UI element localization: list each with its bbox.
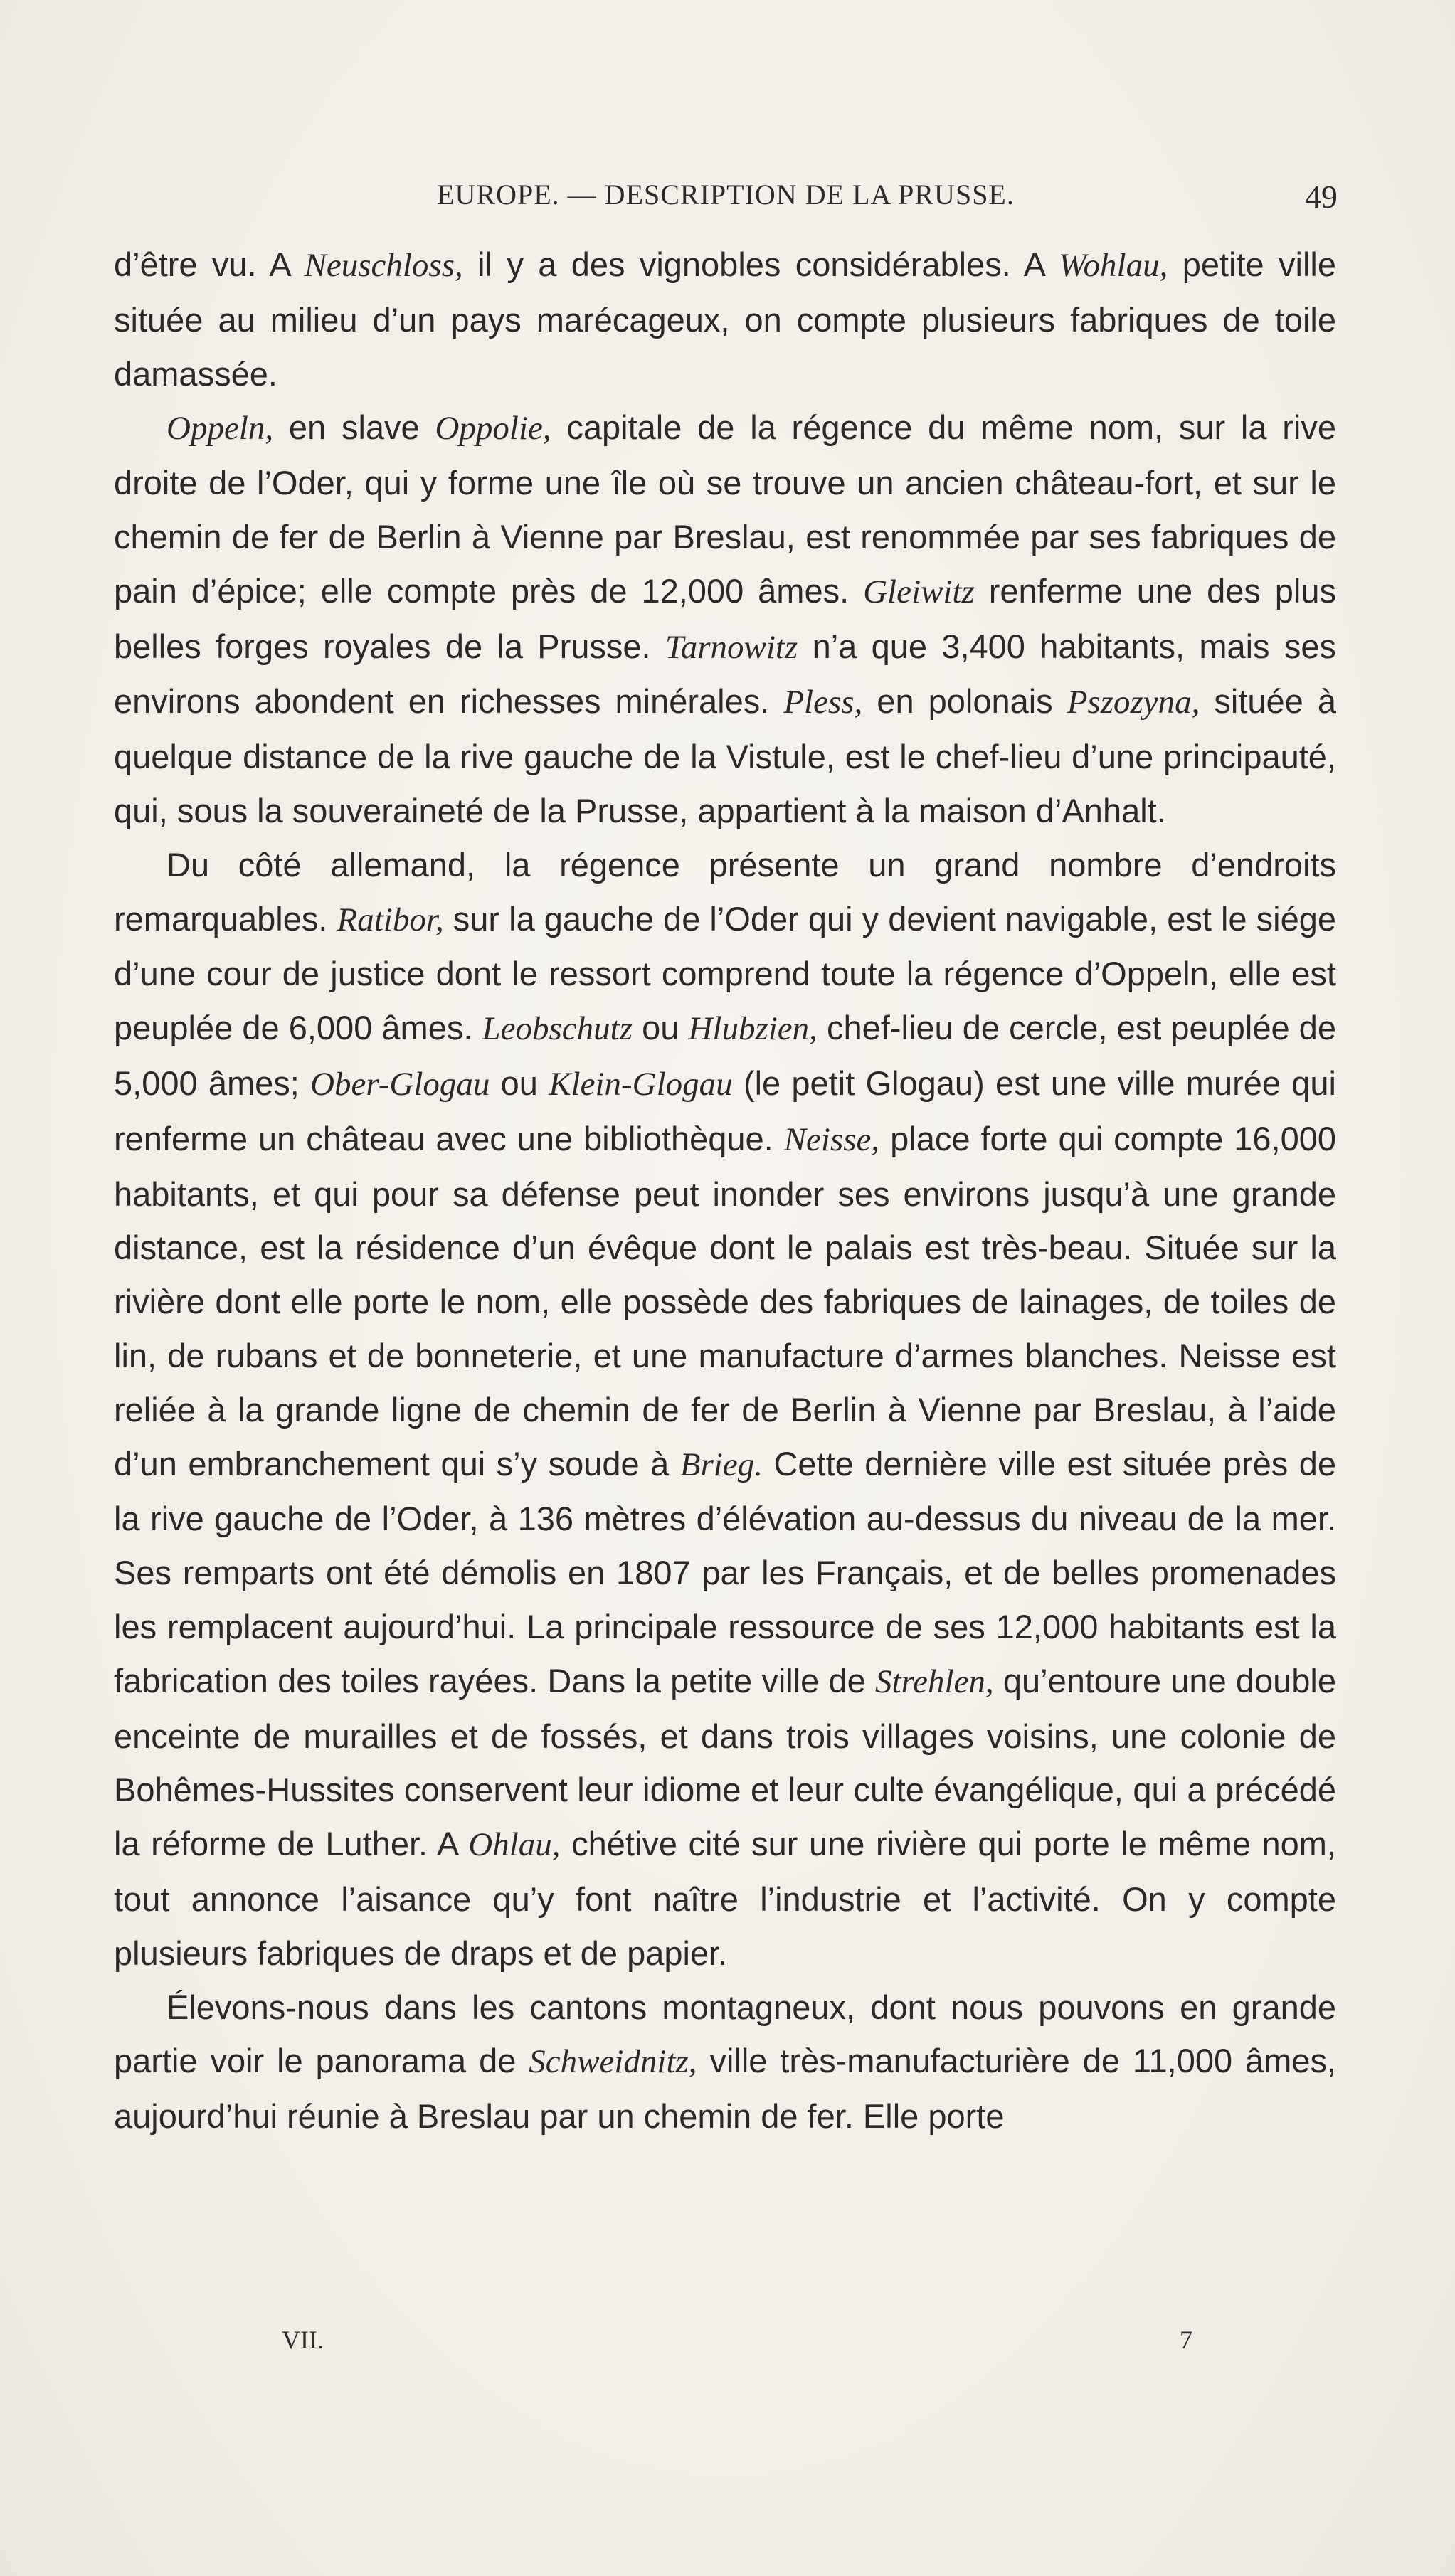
running-head: EUROPE. — DESCRIPTION DE LA PRUSSE. bbox=[437, 179, 1015, 211]
place-name: Oppolie, bbox=[435, 410, 551, 447]
place-name: Pszozyna, bbox=[1067, 684, 1200, 721]
text-run: petite ville située au milieu d’un pays marécageux, on compte plusieurs fabriques de toile damassée. bbox=[114, 245, 1337, 393]
text-run: située à quelque distance de la rive gauche de la Vistule, est le chef-lieu d’une principauté, qui, sous la souveraineté de la Prusse, appartient à la maison d’Anhalt. bbox=[114, 682, 1336, 829]
text-run: n’a que 3,400 habitants, mais ses environs abondent en richesses minérales. bbox=[114, 627, 1336, 721]
text-run: capitale de la régence du même nom, sur la rive droite de l’Oder, qui y forme une île où se trouve un ancien château-fort, et sur le chemin de fer de Berlin à Vienne par Breslau, est renommée par ses fabriques de pain d’épice; elle compte près de 12,000 âmes. bbox=[114, 408, 1336, 610]
text-run: sur la gauche de l’Oder qui y devient navigable, est le siége d’une cour de justice dont le ressort comprend toute la régence d’Oppeln, elle est peuplée de 6,000 âmes. bbox=[114, 899, 1336, 1047]
text-run: place forte qui compte 16,000 habitants, et qui pour sa défense peut inonder ses environs jusqu’à une grande distance, est la résidence d’un évêque dont le palais est très-beau. Située sur la rivière dont elle porte le nom, elle possède des fabriques de lainages, de toiles de lin, de rubans et de bonneterie, et une manufacture d’armes blanches. Neisse est reliée à la grande ligne de chemin de fer de Berlin à Vienne par Breslau, à l’aide d’un embranchement qui s’y soude à bbox=[114, 1119, 1337, 1483]
paragraph bbox=[114, 838, 1336, 1981]
place-name: Oppeln, bbox=[166, 410, 274, 447]
text-run: chef-lieu de cercle, est peuplée de 5,000 âmes; bbox=[114, 1009, 1336, 1102]
place-name: Ohlau, bbox=[468, 1826, 561, 1864]
place-name: Hlubzien, bbox=[688, 1010, 818, 1048]
text-run: renferme une des plus belles forges royales de la Prusse. bbox=[114, 571, 1337, 665]
paragraph bbox=[114, 401, 1336, 837]
text-run: qu’entoure une double enceinte de murailles et de fossés, et dans trois villages voisins, une colonie de Bohêmes-Hussites conservent leur idiome et leur culte évangélique, qui a précédé la réforme de Luther. A bbox=[114, 1661, 1337, 1863]
text-run: Cette dernière ville est située près de la rive gauche de l’Oder, à 136 mètres d’élévation au-dessus du niveau de la mer. Ses remparts ont été démolis en 1807 par les Français, et de belles promenades les remplacent aujourd’hui. La principale ressource de ses 12,000 habitants est la fabrication des toiles rayées. Dans la petite ville de bbox=[114, 1444, 1336, 1700]
place-name: Gleiwitz bbox=[863, 573, 975, 610]
volume-mark: VII. bbox=[282, 2326, 324, 2354]
place-name: Neuschloss, bbox=[304, 247, 463, 284]
page-number: 49 bbox=[1305, 179, 1338, 215]
page-header bbox=[114, 178, 1338, 228]
text-run: Du côté allemand, la régence présente un grand nombre d’endroits remarquables. bbox=[114, 845, 1336, 938]
place-name: Ober-Glogau bbox=[310, 1065, 490, 1103]
place-name: Schweidnitz, bbox=[529, 2043, 697, 2081]
paragraph bbox=[114, 1981, 1336, 2143]
text-run: il y a des vignobles considérables. A bbox=[462, 245, 1059, 283]
text-run: ou bbox=[490, 1064, 549, 1102]
place-name: Strehlen, bbox=[875, 1663, 994, 1700]
place-name: Brieg. bbox=[679, 1446, 763, 1483]
place-name: Leobschutz bbox=[482, 1010, 633, 1048]
text-run: ou bbox=[632, 1009, 689, 1047]
text-run: d’être vu. A bbox=[114, 245, 305, 283]
text-run: en slave bbox=[273, 408, 435, 447]
place-name: Klein-Glogau bbox=[549, 1065, 733, 1103]
place-name: Tarnowitz bbox=[665, 628, 798, 666]
place-name: Pless, bbox=[783, 684, 863, 721]
text-run: ville très-manufacturière de 11,000 âmes, aujourd’hui réunie à Breslau par un chemin de fer. Elle porte bbox=[114, 2042, 1336, 2136]
place-name: Ratibor, bbox=[337, 901, 444, 938]
text-run: Élevons-nous dans les cantons montagneux, dont nous pouvons en grande partie voir le panorama de bbox=[114, 1988, 1336, 2080]
paragraph bbox=[114, 238, 1336, 401]
text-run: chétive cité sur une rivière qui porte le même nom, tout annonce l’aisance qu’y font naître l’industrie et l’activité. On y compte plusieurs fabriques de draps et de papier. bbox=[114, 1825, 1336, 1972]
text-run: (le petit Glogau) est une ville murée qui renferme un château avec une bibliothèque. bbox=[114, 1064, 1336, 1157]
place-name: Neisse, bbox=[783, 1120, 880, 1158]
body-text bbox=[114, 238, 1336, 2143]
place-name: Wohlau, bbox=[1058, 247, 1168, 284]
page-footer bbox=[114, 2325, 1338, 2368]
text-run: en polonais bbox=[862, 682, 1067, 721]
signature-mark: 7 bbox=[1180, 2326, 1192, 2354]
